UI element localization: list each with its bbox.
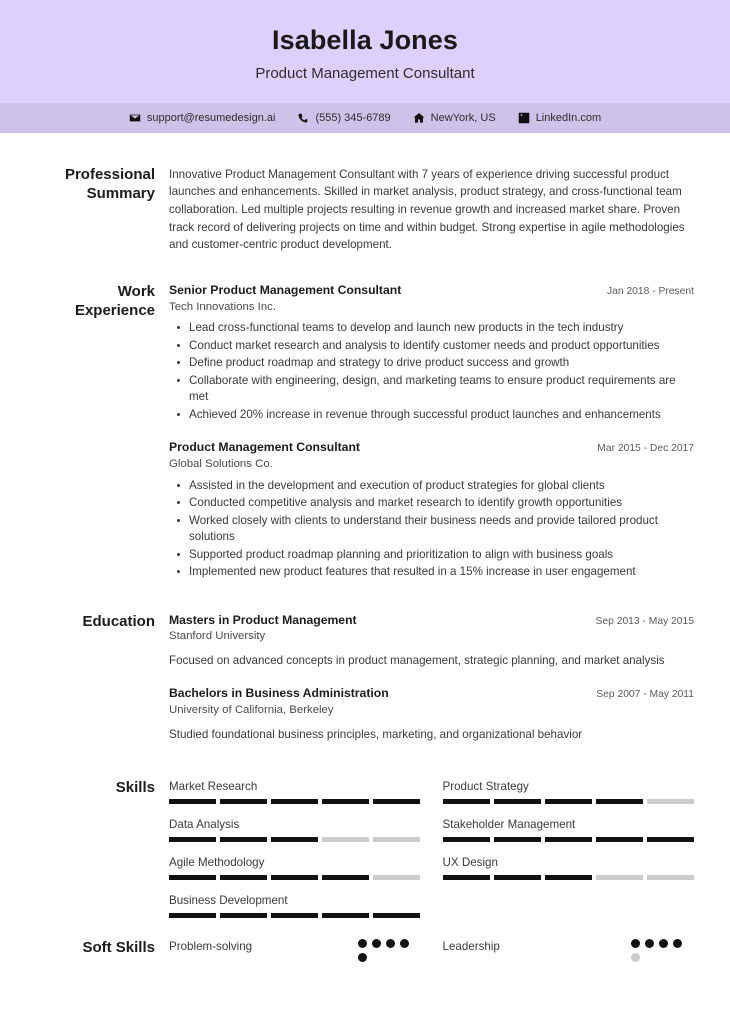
soft-skill-dot [386,939,395,948]
skill-level-segment [322,799,369,804]
contact-email-text: support@resumedesign.ai [146,111,276,124]
section-label-summary: Professional Summary [64,165,155,202]
linkedin-icon [518,112,530,124]
skill-level-bar [169,799,421,804]
contact-location-text: NewYork, US [430,111,496,124]
page-title: Isabella Jones [272,25,458,55]
skill-level-segment [596,799,643,804]
skill-level-segment [271,837,318,842]
skill-name: UX Design [442,855,498,869]
list-item: Worked closely with clients to understand their business needs and provide tailored product solutions [169,513,694,546]
contact-location[interactable] [413,112,496,124]
list-item: Lead cross-functional teams to develop and launch new products in the tech industry [169,320,694,336]
soft-skills-column-left [169,939,421,974]
soft-skill-dot [673,939,682,948]
skill-level-bar [443,837,695,842]
soft-skill-dot [400,939,409,948]
skill-level-segment [494,837,541,842]
education-entry-header [169,613,694,629]
skill-level-segment [169,799,216,804]
skill-level-segment [596,875,643,880]
education-school: Stanford University [169,630,266,643]
summary-text: Innovative Product Management Consultant with 7 years of experience driving successful product launches and enhancements. Skilled in market analysis, product strategy, and cross-functional team collaboration. Led multiple projects resulting in revenue growth and increased market share. Proven track record of delivering projects on time and within budget. Strong expertise in agile methodologies and customer-centric product development. [169,167,685,252]
skill-level-segment [647,875,694,880]
work-role: Senior Product Management Consultant [169,282,402,297]
envelope-icon [129,112,141,124]
section-body-summary [169,166,694,254]
skill-level-segment [169,837,216,842]
section-body-education [169,613,694,746]
list-item: Assisted in the development and execution of product strategies for global clients [169,478,694,494]
education-description: Focused on advanced concepts in product management, strategic planning, and market analysis [169,654,665,668]
soft-skill-rating [358,939,421,962]
list-item: Implemented new product features that resulted in a 15% increase in user engagement [169,564,694,580]
skill-level-segment [545,837,592,842]
skill-level-segment [271,799,318,804]
skill-level-segment [169,913,216,918]
skills-column-right [443,779,695,931]
skill-level-segment [494,799,541,804]
section-body-skills [169,779,694,931]
education-date: Sep 2007 - May 2011 [596,689,694,701]
skill-level-segment [373,875,420,880]
work-entry [169,283,694,423]
contact-linkedin-text: LinkedIn.com [535,111,602,124]
skill-name: Market Research [169,779,258,793]
skill-level-segment [322,837,369,842]
skill-level-segment [545,799,592,804]
soft-skill-dot [631,953,640,962]
work-entry-header [169,440,694,456]
soft-skill-name: Leadership [442,939,500,953]
education-school: University of California, Berkeley [169,703,334,716]
education-degree: Bachelors in Business Administration [169,686,389,701]
skill-level-segment [220,799,267,804]
work-date: Jan 2018 - Present [606,285,694,297]
section-skills [36,779,694,931]
work-role: Product Management Consultant [169,440,360,455]
skill-level-segment [373,799,420,804]
skill-item [443,855,695,880]
list-item: Achieved 20% increase in revenue through successful product launches and enhancements [169,407,694,423]
skill-level-segment [271,913,318,918]
soft-skill-name: Problem-solving [169,939,253,953]
skill-level-segment [647,837,694,842]
section-label-soft-skills: Soft Skills [82,938,155,956]
contact-phone[interactable] [297,112,390,124]
skill-level-segment [443,875,490,880]
soft-skills-grid [169,939,694,974]
skill-level-segment [322,913,369,918]
soft-skill-dot [631,939,640,948]
section-professional-summary [36,166,694,254]
skill-level-segment [220,913,267,918]
section-education [36,613,694,746]
resume-body [0,166,730,974]
skill-level-bar [443,799,695,804]
skill-level-segment [443,837,490,842]
skill-name: Product Strategy [442,779,529,793]
skill-level-segment [494,875,541,880]
skill-item [169,817,421,842]
resume-header [0,0,730,103]
list-item: Conduct market research and analysis to identify customer needs and product opportunities [169,338,694,354]
work-entry-header [169,283,694,299]
skills-grid [169,779,694,931]
soft-skill-item [443,939,695,962]
soft-skill-item [169,939,421,962]
skill-level-segment [220,875,267,880]
skill-name: Business Development [169,893,288,907]
skill-level-segment [443,799,490,804]
skill-item [169,893,421,918]
education-entry-header [169,686,694,702]
contact-email[interactable] [129,112,276,124]
education-entry [169,613,694,670]
skills-column-left [169,779,421,931]
skill-level-segment [169,875,216,880]
list-item: Supported product roadmap planning and prioritization to align with business goals [169,547,694,563]
section-work-experience [36,283,694,583]
list-item: Conducted competitive analysis and market research to identify growth opportunities [169,495,694,511]
skill-level-segment [220,837,267,842]
skill-name: Stakeholder Management [442,817,576,831]
skill-item [169,779,421,804]
soft-skill-dot [372,939,381,948]
soft-skill-dot [659,939,668,948]
contact-bar [0,103,730,133]
home-icon [413,112,425,124]
skill-level-segment [545,875,592,880]
phone-icon [297,112,309,124]
skill-level-bar [169,837,421,842]
soft-skill-dot [358,953,367,962]
education-entry [169,686,694,743]
work-org: Global Solutions Co. [169,458,273,471]
skill-item [443,779,695,804]
work-date: Mar 2015 - Dec 2017 [597,443,694,455]
skill-level-bar [169,875,421,880]
skill-item [443,817,695,842]
section-body-soft-skills [169,939,694,974]
list-item: Collaborate with engineering, design, and marketing teams to ensure product requirements are met [169,373,694,406]
skill-name: Agile Methodology [169,855,265,869]
section-label-education: Education [82,612,155,630]
soft-skill-dot [645,939,654,948]
list-item: Define product roadmap and strategy to drive product success and growth [169,355,694,371]
soft-skills-column-right [443,939,695,974]
education-degree: Masters in Product Management [169,612,357,627]
skill-level-segment [322,875,369,880]
header-subtitle: Product Management Consultant [255,64,475,82]
section-soft-skills [36,939,694,974]
education-description: Studied foundational business principles, marketing, and organizational behavior [169,727,583,741]
work-entry [169,440,694,580]
work-bullet-list [169,320,694,423]
section-label-skills: Skills [115,778,155,796]
soft-skill-dot [358,939,367,948]
section-body-work [169,283,694,583]
education-date: Sep 2013 - May 2015 [595,615,694,627]
skill-level-segment [647,799,694,804]
skill-level-segment [373,837,420,842]
section-label-work: Work Experience [74,282,155,319]
skill-level-segment [596,837,643,842]
soft-skill-rating [631,939,694,962]
skill-level-segment [271,875,318,880]
work-bullet-list [169,478,694,581]
contact-linkedin[interactable] [518,112,601,124]
skill-level-bar [169,913,421,918]
skill-level-bar [443,875,695,880]
skill-name: Data Analysis [169,817,240,831]
skill-level-segment [373,913,420,918]
contact-phone-text: (555) 345-6789 [315,111,391,124]
work-org: Tech Innovations Inc. [169,300,277,313]
skill-item [169,855,421,880]
